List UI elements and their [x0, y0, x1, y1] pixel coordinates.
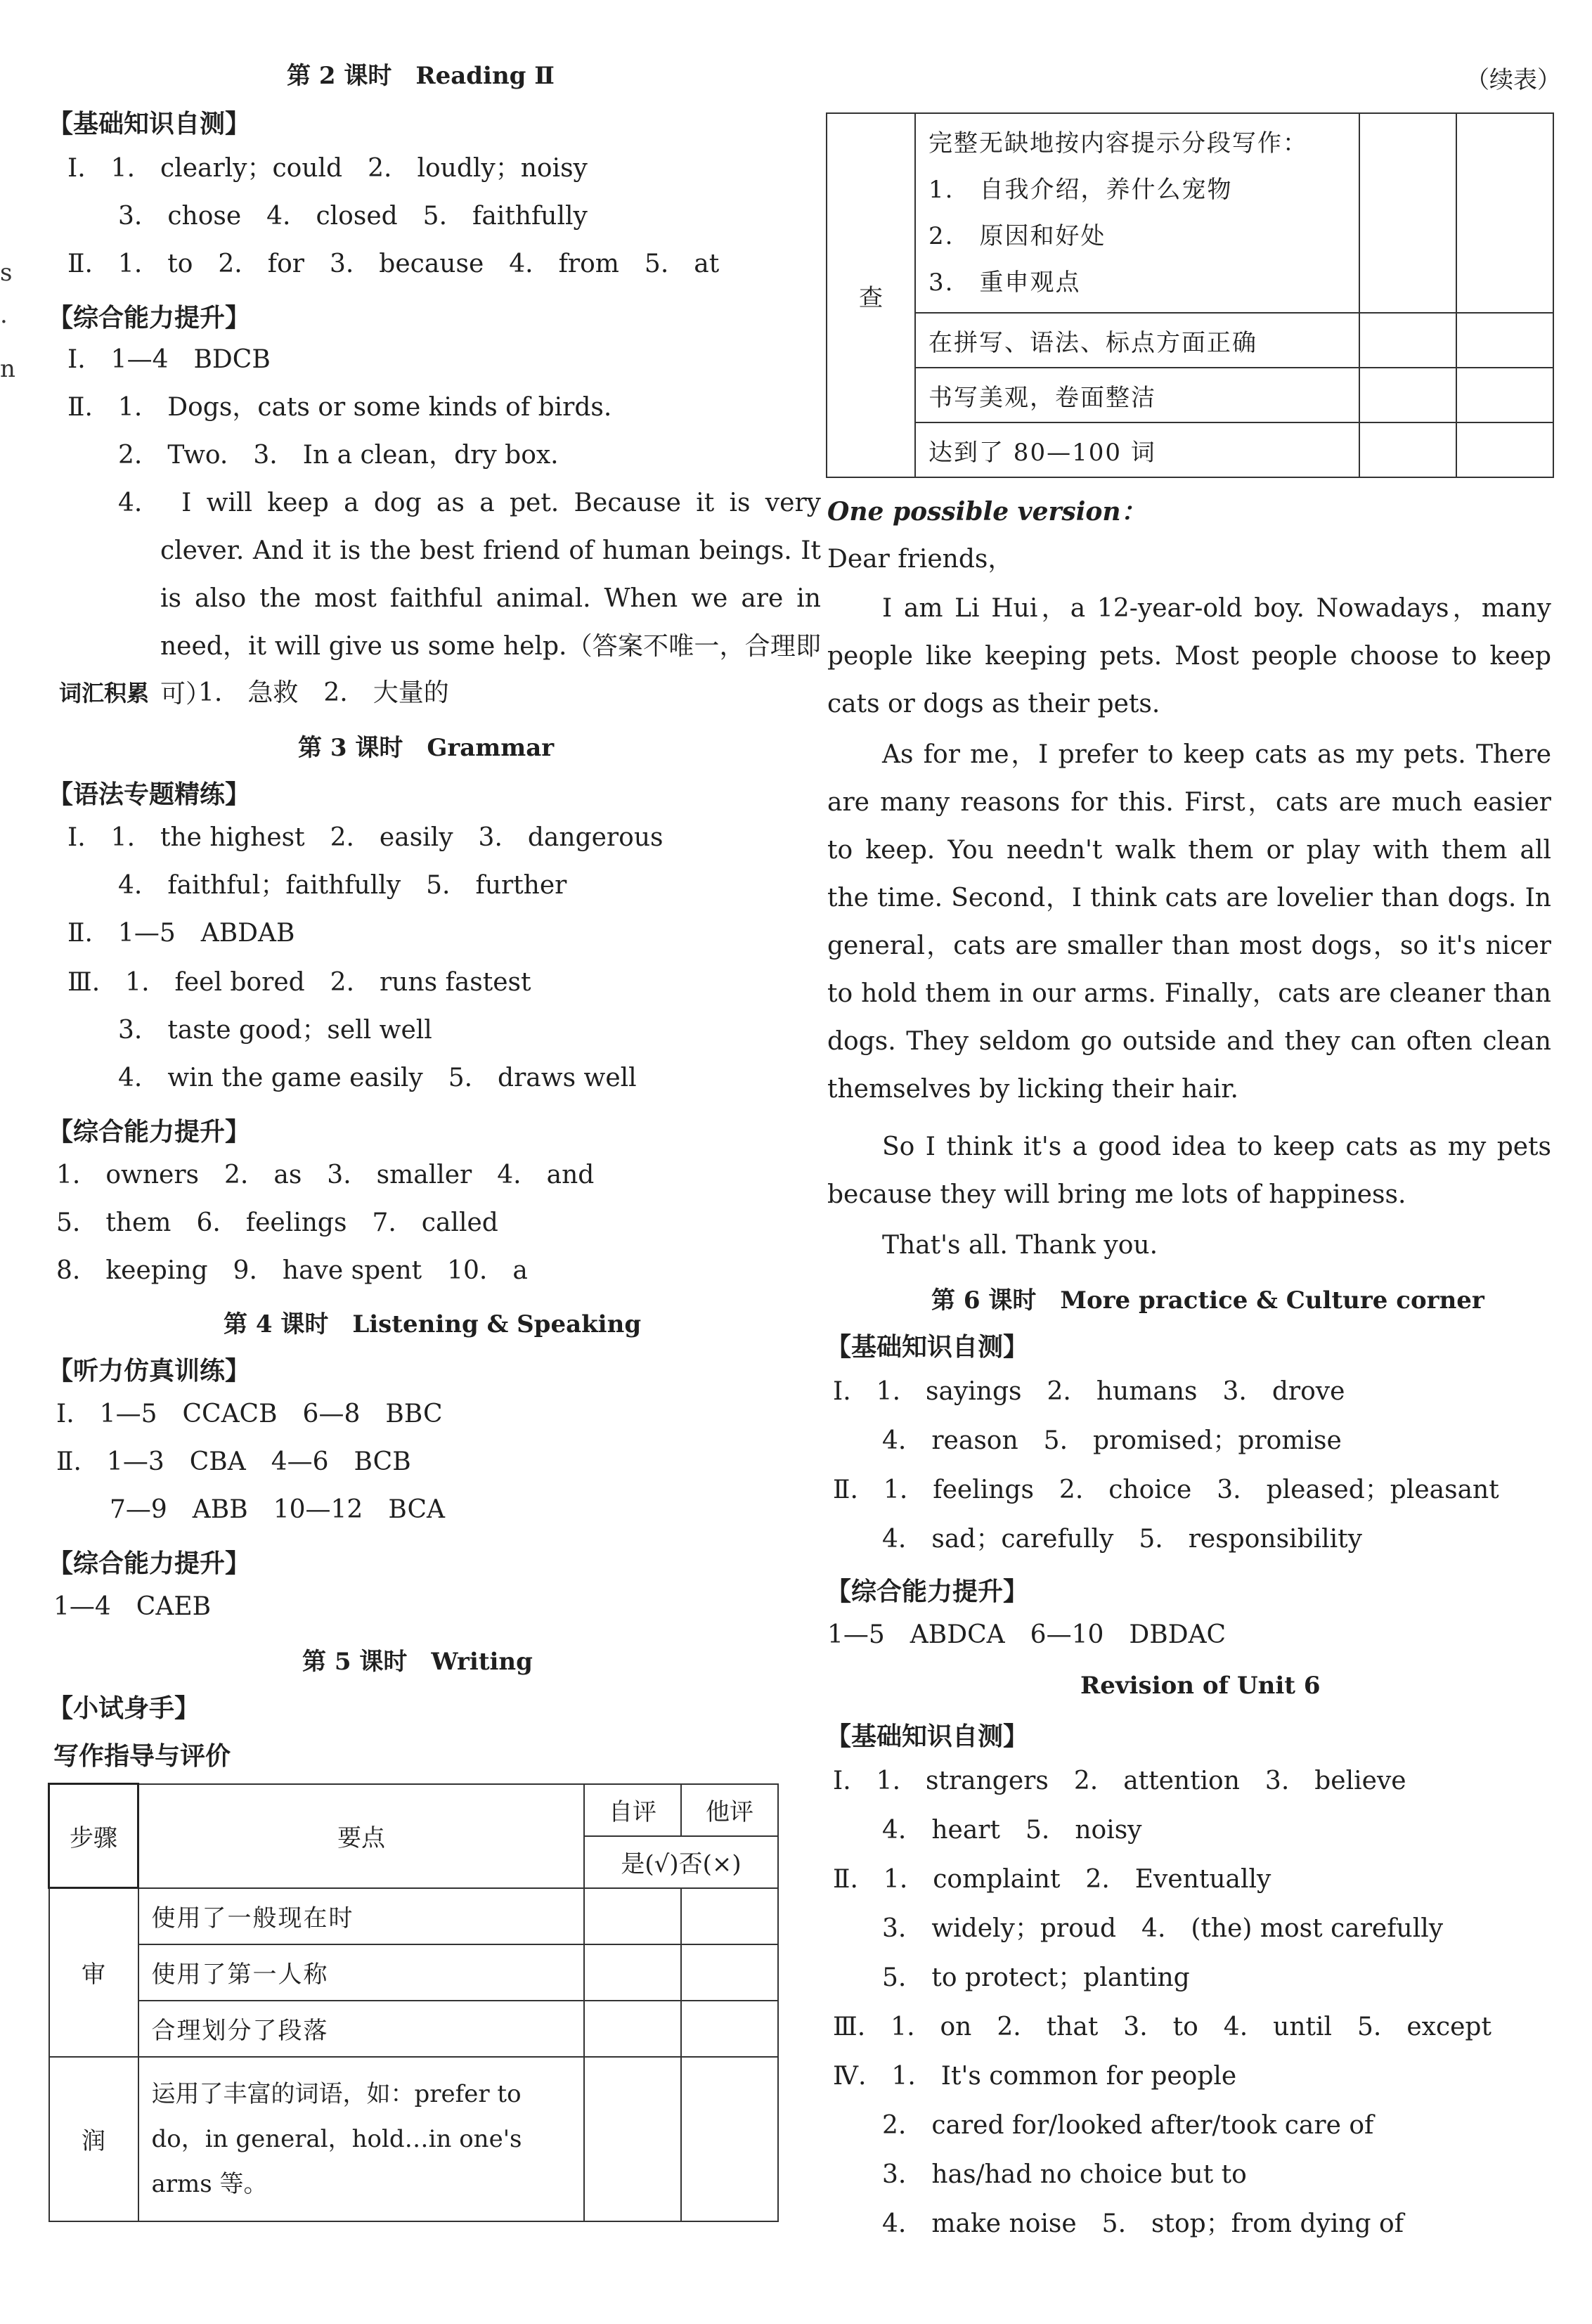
answer-line: Ⅱ. 1—3 CBA 4—6 BCB — [56, 1447, 411, 1476]
essay-greeting: Dear friends， — [827, 545, 1014, 574]
self-eval-cell — [584, 1888, 681, 1944]
self-eval-cell — [584, 2057, 681, 2221]
answer-line: Ⅰ. 1. the highest 2. easily 3. dangerous — [67, 823, 664, 852]
point-cell: 使用了一般现在时 — [138, 1888, 585, 1944]
continued-label: （续表） — [1465, 66, 1561, 94]
answer-line: Ⅰ. 1. sayings 2. humans 3. drove — [833, 1377, 1345, 1406]
lesson-2-title: 第 2 课时 Reading Ⅱ — [287, 62, 555, 90]
margin-glyph: s — [0, 259, 13, 287]
essay-paragraph: So I think it's a good idea to keep cats as my pets because they will bring me lots of happiness. — [827, 1132, 1551, 1209]
self-eval-cell — [584, 2001, 681, 2057]
point-cell: 合理划分了段落 — [138, 2001, 585, 2057]
section-heading: 【综合能力提升】 — [48, 1549, 251, 1578]
answer-line: 4. win the game easily 5. draws well — [118, 1064, 637, 1092]
answer-line: 7—9 ABB 10—12 BCA — [110, 1495, 445, 1524]
self-eval-cell — [584, 1944, 681, 2001]
header-step: 步骤 — [49, 1784, 138, 1888]
section-heading: 【基础知识自测】 — [826, 1332, 1029, 1362]
answer-line: Ⅱ. 1. to 2. for 3. because 4. from 5. at — [67, 250, 720, 278]
other-eval-cell — [681, 2001, 778, 2057]
lesson-3-title: 第 3 课时 Grammar — [298, 734, 555, 762]
lesson-4-title: 第 4 课时 Listening & Speaking — [224, 1310, 642, 1338]
answer-line: Ⅲ. 1. on 2. that 3. to 4. until 5. except — [833, 2013, 1491, 2041]
point-cell: 达到了 80—100 词 — [915, 422, 1359, 477]
essay-paragraph: I am Li Hui，a 12-year-old boy. Nowadays，many people like keeping pets. Most people choose to keep cats or dogs as their pets. — [827, 594, 1551, 718]
step-cell: 查 — [827, 113, 915, 477]
point-item: 2. 原因和好处 — [928, 222, 1106, 250]
section-heading: 【综合能力提升】 — [826, 1577, 1029, 1606]
other-eval-cell — [681, 1888, 778, 1944]
answer-line: Ⅱ. 1. Dogs，cats or some kinds of birds. — [67, 393, 612, 422]
answer-line: 2. Two. 3. In a clean，dry box. — [118, 441, 559, 470]
answer-line: Ⅱ. 1—5 ABDAB — [67, 919, 295, 948]
vocab-line: 1. 急救 2. 大量的 — [198, 678, 449, 707]
answer-line: 3. chose 4. closed 5. faithfully — [118, 202, 588, 231]
section-heading: 【综合能力提升】 — [48, 303, 251, 333]
other-eval-cell — [1456, 113, 1553, 313]
answer-line: Ⅰ. 1. clearly；could 2. loudly；noisy — [67, 154, 588, 183]
answer-line: Ⅱ. 1. complaint 2. Eventually — [833, 1865, 1271, 1894]
point-cell: 运用了丰富的词语，如：prefer to do，in general，hold…in one's arms 等。 — [138, 2057, 585, 2221]
answer-line: 4. faithful；faithfully 5. further — [118, 871, 567, 900]
answer-line: 3. has/had no choice but to — [882, 2160, 1247, 2189]
sub-heading: 写作指导与评价 — [53, 1741, 231, 1771]
point-cell: 书写美观，卷面整洁 — [915, 368, 1359, 422]
answer-line: 2. cared for/looked after/took care of — [882, 2111, 1374, 2140]
section-heading: 【基础知识自测】 — [826, 1722, 1029, 1751]
answer-paragraph: 4. I will keep a dog as a pet. Because it is very clever. And it is the best friend of human beings. It is also the most faithful animal. When we are in need，it will give us some help.（答案不唯一，合理即可） — [118, 489, 821, 709]
step-cell: 润 — [49, 2057, 138, 2221]
self-eval-cell — [1359, 313, 1456, 368]
answer-line: 1—5 ABDCA 6—10 DBDAC — [827, 1620, 1227, 1649]
answer-line: 4. sad；carefully 5. responsibility — [882, 1525, 1362, 1554]
point-cell — [915, 113, 1359, 313]
self-eval-cell — [1359, 422, 1456, 477]
essay-paragraph: As for me，I prefer to keep cats as my pets. There are many reasons for this. First，cats are much easier to keep. You needn't walk them or play with them all the time. Second，I think cats are lovelier than dogs. In general，cats are smaller than most dogs，so it's nicer to hold them in our arms. Finally，cats are cleaner than dogs. They seldom go outside and they can often clean themselves by licking their hair. — [827, 740, 1551, 1104]
other-eval-cell — [1456, 368, 1553, 422]
other-eval-cell — [1456, 313, 1553, 368]
answer-line: Ⅰ. 1—5 CCACB 6—8 BBC — [56, 1400, 443, 1428]
section-heading: 【综合能力提升】 — [48, 1117, 251, 1147]
evaluation-table-right — [826, 112, 1554, 478]
point-cell: 使用了第一人称 — [138, 1944, 585, 2001]
answer-line: 3. taste good；sell well — [118, 1016, 432, 1045]
section-heading: 【小试身手】 — [48, 1693, 200, 1723]
answer-line: Ⅰ. 1—4 BDCB — [67, 345, 271, 374]
other-eval-cell — [681, 2057, 778, 2221]
essay-label: One possible version： — [827, 497, 1146, 527]
other-eval-cell — [1456, 422, 1553, 477]
other-eval-cell — [681, 1944, 778, 2001]
point-cell: 在拼写、语法、标点方面正确 — [915, 313, 1359, 368]
evaluation-table-left — [48, 1783, 779, 2222]
lesson-5-title: 第 5 课时 Writing — [302, 1648, 533, 1676]
section-heading: 【基础知识自测】 — [48, 109, 251, 138]
answer-line: 1. owners 2. as 3. smaller 4. and — [56, 1161, 595, 1189]
answer-line: Ⅱ. 1. feelings 2. choice 3. pleased；pleasant — [833, 1476, 1499, 1504]
point-title: 完整无缺地按内容提示分段写作： — [928, 129, 1308, 157]
margin-glyph: . — [0, 301, 8, 329]
answer-line: 1—4 CAEB — [53, 1592, 212, 1621]
answer-line: Ⅳ. 1. It's common for people — [833, 2062, 1237, 2091]
section-heading: 【语法专题精练】 — [48, 780, 251, 809]
point-item: 1. 自我介绍，养什么宠物 — [928, 176, 1233, 204]
answer-line: 8. keeping 9. have spent 10. a — [56, 1256, 528, 1285]
header-other: 他评 — [681, 1784, 778, 1836]
vocab-label: 词汇积累 — [59, 680, 150, 706]
essay-closing: That's all. Thank you. — [882, 1231, 1158, 1260]
section-heading: 【听力仿真训练】 — [48, 1356, 251, 1386]
point-item: 3. 重申观点 — [928, 269, 1081, 297]
lesson-6-title: 第 6 课时 More practice & Culture corner — [931, 1286, 1484, 1315]
step-cell: 审 — [49, 1888, 138, 2057]
revision-title: Revision of Unit 6 — [1080, 1672, 1321, 1700]
margin-glyph: n — [0, 355, 15, 383]
self-eval-cell — [1359, 113, 1456, 313]
answer-line: 3. widely；proud 4. (the) most carefully — [882, 1914, 1444, 1943]
answer-line: 4. make noise 5. stop；from dying of — [882, 2209, 1404, 2238]
header-self: 自评 — [584, 1784, 681, 1836]
answer-line: Ⅰ. 1. strangers 2. attention 3. believe — [833, 1767, 1406, 1795]
answer-line: Ⅲ. 1. feel bored 2. runs fastest — [67, 968, 531, 997]
self-eval-cell — [1359, 368, 1456, 422]
answer-line: 5. to protect；planting — [882, 1963, 1190, 1992]
header-yes-no: 是(√)否(×) — [584, 1836, 778, 1888]
answer-line: 4. heart 5. noisy — [882, 1816, 1142, 1845]
answer-line: 5. them 6. feelings 7. called — [56, 1208, 498, 1237]
answer-line: 4. reason 5. promised；promise — [882, 1426, 1342, 1455]
header-point: 要点 — [138, 1784, 585, 1888]
